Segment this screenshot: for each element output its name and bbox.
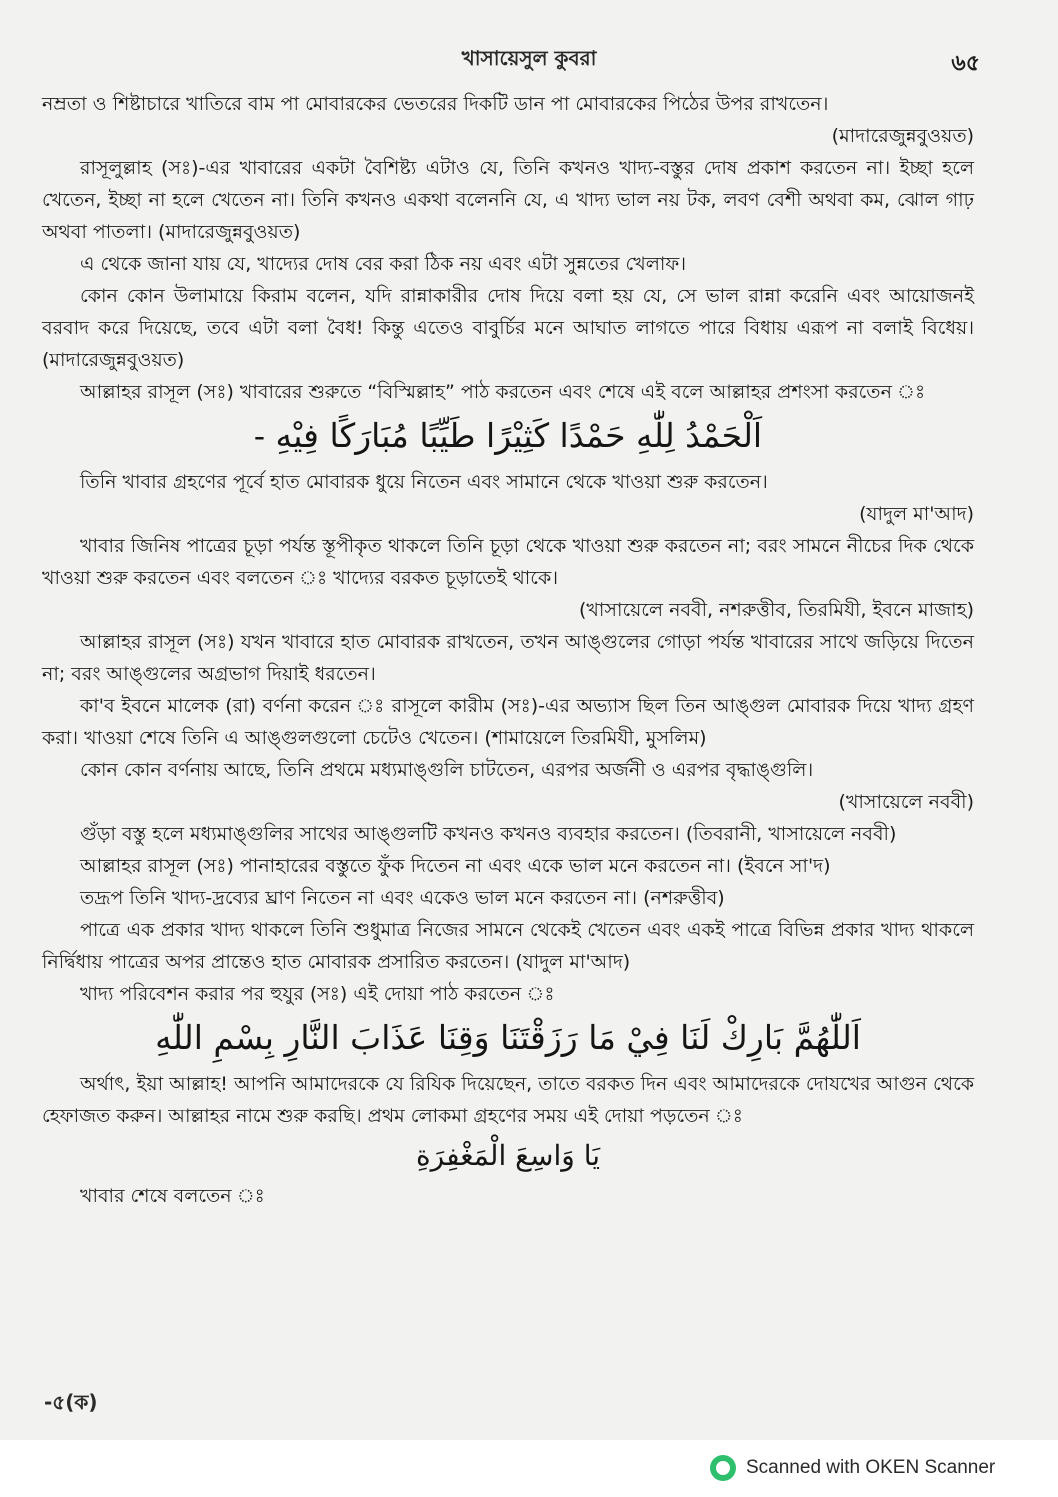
citation: (যাদুল মা'আদ) [859, 503, 974, 525]
scanner-watermark [710, 1453, 995, 1483]
citation: (খাসায়েলে নববী, নশরুত্তীব, তিরমিযী, ইবনে মাজাহ) [579, 599, 974, 621]
paragraph: খাদ্য পরিবেশন করার পর হুযুর (সঃ) এই দোয়া পাঠ করতেন ঃ [80, 983, 555, 1005]
paragraph: আল্লাহর রাসূল (সঃ) পানাহারের বস্তুতে ফুঁক দিতেন না এবং একে ভাল মনে করতেন না। (ইবনে সা'দ) [80, 855, 831, 877]
arabic-dua: اَللّٰهُمَّ بَارِكْ لَنَا فِيْ مَا رَزَقْتَنَا وَقِنَا عَذَابَ النَّارِ بِسْمِ اللّٰهِ [155, 1018, 861, 1057]
paragraph: অর্থাৎ, ইয়া আল্লাহ! আপনি আমাদেরকে যে রিযিক দিয়েছেন, তাতে বরকত দিন এবং আমাদেরকে দোযখের আগুন থেকে হেফাজত করুন। আল্লাহর নামে শুরু করছি। প্রথম লোকমা গ্রহণের সময় এই দোয়া পড়তেন ঃ [42, 1073, 974, 1127]
paragraph: আল্লাহর রাসূল (সঃ) যখন খাবারে হাত মোবারক রাখতেন, তখন আঙ্গুলের গোড়া পর্যন্ত খাবারের সাথে জড়িয়ে দিতেন না; বরং আঙ্গুলের অগ্রভাগ দিয়াই ধরতেন। [42, 631, 974, 685]
citation: (খাসায়েলে নববী) [838, 791, 974, 813]
paragraph: খাবার জিনিষ পাত্রের চূড়া পর্যন্ত স্তূপীকৃত থাকলে তিনি চূড়া থেকে খাওয়া শুরু করতেন না; বরং সামনে নীচের দিক থেকে খাওয়া শুরু করতেন এবং বলতেন ঃ খাদ্যের বরকত চূড়াতেই থাকে। [42, 535, 974, 589]
citation: (মাদারেজুন্নবুওয়ত) [831, 125, 974, 147]
paragraph: রাসূলুল্লাহ (সঃ)-এর খাবারের একটা বৈশিষ্ট্য এটাও যে, তিনি কখনও খাদ্য-বস্তুর দোষ প্রকাশ করতেন না। ইচ্ছা হলে খেতেন, ইচ্ছা না হলে খেতেন না। তিনি কখনও একথা বলেননি যে, এ খাদ্য ভাল নয় টক, লবণ বেশী অথবা কম, ঝোল গাঢ় অথবা পাতলা। (মাদারেজুন্নবুওয়ত) [42, 157, 974, 243]
paragraph: আল্লাহর রাসূল (সঃ) খাবারের শুরুতে “বিস্মিল্লাহ” পাঠ করতেন এবং শেষে এই বলে আল্লাহর প্রশংসা করতেন ঃ [80, 381, 926, 403]
paragraph: গুঁড়া বস্তু হলে মধ্যমাঙ্গুলির সাথের আঙ্গুলটি কখনও কখনও ব্যবহার করতেন। (তিবরানী, খাসায়েলে নববী) [80, 823, 897, 845]
paragraph: তিনি খাবার গ্রহণের পূর্বে হাত মোবারক ধুয়ে নিতেন এবং সামানে থেকে খাওয়া শুরু করতেন। [80, 471, 768, 493]
paragraph: পাত্রে এক প্রকার খাদ্য থাকলে তিনি শুধুমাত্র নিজের সামনে থেকেই খেতেন এবং একই পাত্রে বিভিন্ন প্রকার খাদ্য থাকলে নির্দ্বিধায় পাত্রের অপর প্রান্তেও হাত মোবারক প্রসারিত করতেন। (যাদুল মা'আদ) [42, 919, 974, 973]
arabic-dua: يَا وَاسِعَ الْمَغْفِرَةِ [415, 1139, 601, 1172]
arabic-dua: اَلْحَمْدُ لِلّٰهِ حَمْدًا كَثِيْرًا طَيِّبًا مُبَارَكًا فِيْهِ - [253, 416, 763, 455]
paragraph: তদ্রূপ তিনি খাদ্য-দ্রব্যের ঘ্রাণ নিতেন না এবং একেও ভাল মনে করতেন না। (নশরুত্তীব) [80, 887, 725, 909]
signature-mark: -৫(ক) [44, 1390, 98, 1414]
page-number: ৬৫ [951, 51, 980, 76]
page-header [0, 44, 1058, 84]
running-title: খাসায়েসুল কুবরা [461, 46, 597, 70]
oken-scanner-icon [710, 1455, 736, 1481]
body-text [42, 88, 974, 1212]
paragraph: কোন কোন উলামায়ে কিরাম বলেন, যদি রান্নাকারীর দোষ দিয়ে বলা হয় যে, সে ভাল রান্না করেনি এবং আয়োজনই বরবাদ করে দিয়েছে, তবে এটা বলা বৈধ! কিন্তু এতেও বাবুর্চির মনে আঘাত লাগতে পারে বিধায় এরূপ না বলাই বিধেয়। (মাদারেজুন্নবুওয়ত) [42, 285, 974, 371]
paragraph: কা'ব ইবনে মালেক (রা) বর্ণনা করেন ঃ রাসূলে কারীম (সঃ)-এর অভ্যাস ছিল তিন আঙ্গুল মোবারক দিয়ে খাদ্য গ্রহণ করা। খাওয়া শেষে তিনি এ আঙ্গুলগুলো চেটেও খেতেন। (শামায়েলে তিরমিযী, মুসলিম) [42, 695, 974, 749]
paragraph: খাবার শেষে বলতেন ঃ [80, 1185, 265, 1207]
scanner-text: Scanned with OKEN Scanner [746, 1457, 996, 1478]
paragraph: নম্রতা ও শিষ্টাচারে খাতিরে বাম পা মোবারকের ভেতরের দিকটি ডান পা মোবারকের পিঠের উপর রাখতেন। [42, 93, 829, 115]
paragraph: কোন কোন বর্ণনায় আছে, তিনি প্রথমে মধ্যমাঙ্গুলি চাটতেন, এরপর অর্জনী ও এরপর বৃদ্ধাঙ্গুলি। [80, 759, 814, 781]
paragraph: এ থেকে জানা যায় যে, খাদ্যের দোষ বের করা ঠিক নয় এবং এটা সুন্নতের খেলাফ। [80, 253, 687, 275]
